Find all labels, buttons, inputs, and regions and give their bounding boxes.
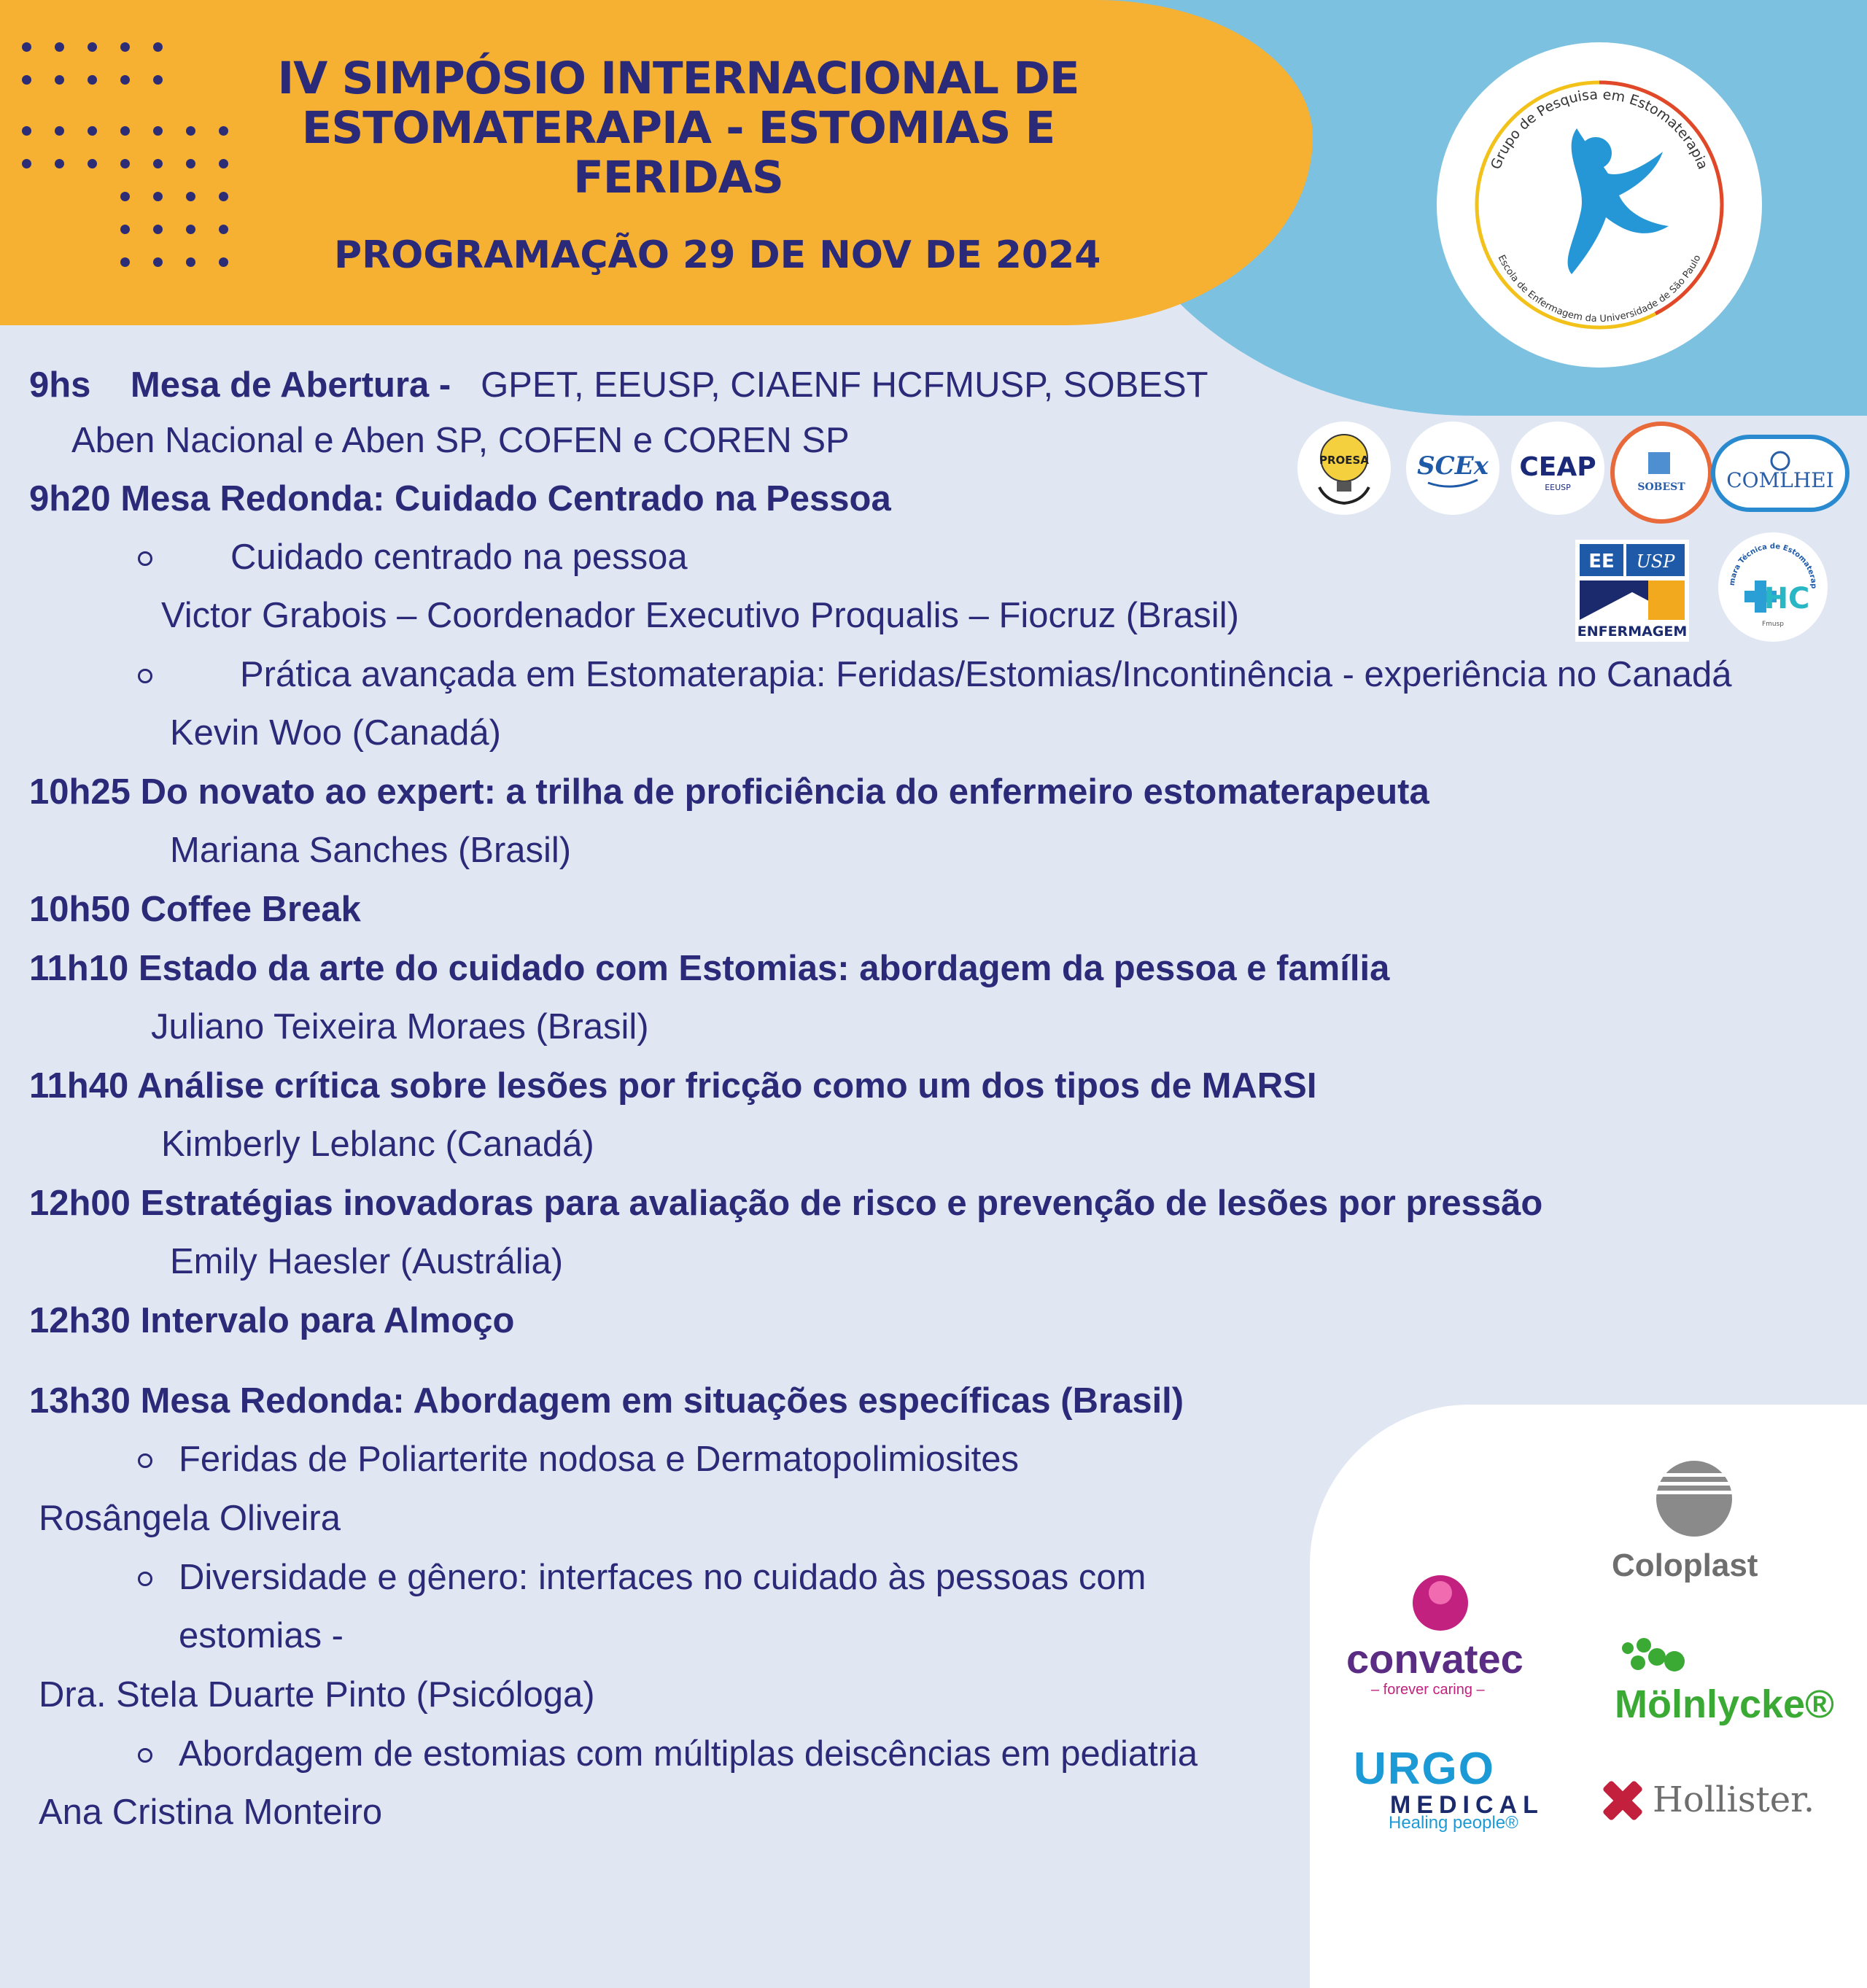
program-row-13h30	[29, 1381, 1184, 1421]
logo-text-top: Grupo de Pesquisa em Estomaterapia	[1488, 86, 1711, 172]
decorative-dot	[120, 126, 130, 136]
sobest-logo	[1610, 422, 1712, 524]
decorative-dot	[88, 42, 97, 52]
decorative-dot	[120, 75, 130, 85]
program-row-opening	[29, 365, 1208, 405]
urgo-label: URGO	[1354, 1744, 1495, 1794]
session-detail: GPET, EEUSP, CIAENF HCFMUSP, SOBEST	[481, 365, 1208, 405]
urgo-tagline: Healing people®	[1389, 1813, 1518, 1833]
speaker-line: Juliano Teixeira Moraes (Brasil)	[151, 1007, 649, 1047]
session-title: Intervalo para Almoço	[140, 1301, 515, 1340]
talk-item-continued: estomias -	[179, 1616, 344, 1655]
session-title: Mesa Redonda: Abordagem em situações específicas (Brasil)	[140, 1381, 1184, 1421]
time-label: 10h25	[29, 772, 131, 812]
session-title: Mesa de Abertura -	[130, 365, 451, 405]
speaker-line: Kimberly Leblanc (Canadá)	[161, 1125, 594, 1164]
session-title: Análise crítica sobre lesões por fricção como um dos tipos de MARSI	[137, 1066, 1317, 1106]
svg-text:Câmara Técnica de Estomaterapi	[1718, 532, 1817, 589]
camara-label: mara Técnica de Estomaterap	[1728, 542, 1818, 589]
program-row-12h30	[29, 1300, 514, 1341]
decorative-dot	[120, 159, 130, 168]
comlhei-logo	[1711, 435, 1849, 512]
hollister-icon	[1597, 1775, 1648, 1826]
molnlycke-label: Mölnlycke®	[1615, 1682, 1834, 1726]
decorative-dot	[88, 159, 97, 168]
time-label: 10h50	[29, 890, 131, 929]
decorative-dot	[186, 257, 195, 267]
decorative-dot	[22, 159, 31, 168]
decorative-dot	[153, 257, 163, 267]
decorative-dot	[55, 42, 64, 52]
decorative-dot	[22, 126, 31, 136]
gpet-logo	[1437, 42, 1762, 368]
session-title: Estratégias inovadoras para avaliação de risco e prevenção de lesões por pressão	[140, 1184, 1543, 1223]
talk-item: Cuidado centrado na pessoa	[230, 537, 688, 577]
ee-usp-logo	[1575, 540, 1689, 642]
decorative-dot	[55, 126, 64, 136]
urgo-medical-label: MEDICAL	[1390, 1791, 1544, 1819]
title-line-3: FERIDAS	[573, 152, 783, 203]
decorative-dot	[88, 126, 97, 136]
decorative-dot	[88, 75, 97, 85]
decorative-dot	[153, 126, 163, 136]
speaker-line: Dra. Stela Duarte Pinto (Psicóloga)	[39, 1675, 595, 1715]
decorative-dot	[219, 257, 228, 267]
time-label: 9hs	[29, 365, 91, 405]
ee-label: EE	[1588, 551, 1615, 572]
decorative-dot	[153, 75, 163, 85]
camara-tecnica-logo	[1718, 532, 1828, 642]
decorative-dot	[186, 192, 195, 201]
decorative-dot	[186, 159, 195, 168]
program-row-12h00	[29, 1183, 1542, 1224]
speaker-line: Rosângela Oliveira	[39, 1499, 341, 1538]
ceap-label: CEAP	[1519, 452, 1596, 482]
speaker-line: Kevin Woo (Canadá)	[170, 713, 501, 753]
molnlycke-icon	[1616, 1635, 1689, 1679]
speaker-line: Ana Cristina Monteiro	[39, 1793, 383, 1832]
talk-item: Diversidade e gênero: interfaces no cuidado às pessoas com	[179, 1558, 1146, 1597]
time-label: 9h20	[29, 479, 111, 519]
decorative-dot	[22, 42, 31, 52]
bullet-icon	[138, 551, 152, 566]
coloplast-label: Coloplast	[1612, 1548, 1758, 1583]
bullet-icon	[138, 1453, 152, 1468]
time-label: 12h30	[29, 1301, 131, 1340]
session-title: Estado da arte do cuidado com Estomias: abordagem da pessoa e família	[138, 949, 1390, 988]
speaker-line: Emily Haesler (Austrália)	[170, 1242, 564, 1281]
decorative-dot	[120, 42, 130, 52]
convatec-tagline: – forever caring –	[1371, 1682, 1485, 1698]
scex-logo	[1406, 422, 1499, 515]
proesa-label: PROESA	[1319, 454, 1369, 467]
decorative-dot	[120, 225, 130, 234]
program-row-9h20	[29, 478, 891, 519]
talk-item: Prática avançada em Estomaterapia: Feridas/Estomias/Incontinência - experiência no Canadá	[240, 655, 1732, 694]
fmusp-label: Fmusp	[1761, 621, 1785, 628]
bullet-icon	[138, 1748, 152, 1763]
program-row-11h10	[29, 948, 1389, 989]
sobest-label: SOBEST	[1637, 481, 1685, 493]
session-title: Do novato ao expert: a trilha de proficiência do enfermeiro estomaterapeuta	[140, 772, 1429, 812]
decorative-dots	[22, 42, 284, 298]
decorative-dot	[153, 42, 163, 52]
program-line: Aben Nacional e Aben SP, COFEN e COREN SP	[71, 421, 850, 460]
decorative-dot	[153, 159, 163, 168]
decorative-dot	[219, 225, 228, 234]
program-date: PROGRAMAÇÃO 29 DE NOV DE 2024	[334, 233, 1101, 277]
hollister-label: Hollister.	[1653, 1779, 1815, 1820]
decorative-dot	[55, 159, 64, 168]
comlhei-label: COMLHEI	[1726, 468, 1834, 492]
ceap-sub-label: EEUSP	[1545, 483, 1571, 492]
ceap-logo	[1511, 422, 1604, 515]
decorative-dot	[219, 159, 228, 168]
enfermagem-label: ENFERMAGEM	[1577, 624, 1688, 640]
program-row-11h40	[29, 1065, 1316, 1106]
decorative-dot	[120, 192, 130, 201]
time-label: 12h00	[29, 1184, 131, 1223]
talk-item: Feridas de Poliarterite nodosa e Dermatopolimiosites	[179, 1440, 1020, 1479]
talk-item: Abordagem de estomias com múltiplas deiscências em pediatria	[179, 1734, 1198, 1774]
logo-text-bottom: Escola de Enfermagem da Universidade de São Paulo	[1495, 253, 1704, 325]
time-label: 11h40	[29, 1066, 129, 1106]
decorative-dot	[22, 75, 31, 85]
bullet-icon	[138, 1572, 152, 1586]
usp-label: USP	[1636, 551, 1675, 572]
proesa-logo	[1297, 422, 1391, 515]
program-row-10h50	[29, 889, 361, 930]
decorative-dot	[219, 192, 228, 201]
decorative-dot	[153, 225, 163, 234]
speaker-line: Mariana Sanches (Brasil)	[170, 831, 572, 870]
convatec-label: convatec	[1346, 1636, 1524, 1682]
scex-label: SCEx	[1417, 451, 1488, 481]
program-row-10h25	[29, 772, 1429, 812]
session-title: Mesa Redonda: Cuidado Centrado na Pessoa	[120, 479, 891, 519]
coloplast-icon	[1654, 1459, 1734, 1539]
session-title: Coffee Break	[140, 890, 361, 929]
bullet-icon	[138, 669, 152, 683]
title-line-1: IV SIMPÓSIO INTERNACIONAL DE	[277, 53, 1079, 104]
time-label: 13h30	[29, 1381, 131, 1421]
title-line-2: ESTOMATERAPIA - ESTOMIAS E	[301, 102, 1055, 154]
convatec-icon	[1408, 1568, 1473, 1634]
svg-text:Escola de Enfermagem da Univer	[1496, 253, 1704, 325]
decorative-dot	[55, 75, 64, 85]
speaker-line: Victor Grabois – Coordenador Executivo Proqualis – Fiocruz (Brasil)	[161, 596, 1239, 635]
time-label: 11h10	[29, 949, 129, 988]
decorative-dot	[186, 126, 195, 136]
hc-label: HC	[1763, 582, 1810, 616]
event-title	[277, 54, 1079, 203]
decorative-dot	[120, 257, 130, 267]
decorative-dot	[186, 225, 195, 234]
decorative-dot	[153, 192, 163, 201]
decorative-dot	[219, 126, 228, 136]
